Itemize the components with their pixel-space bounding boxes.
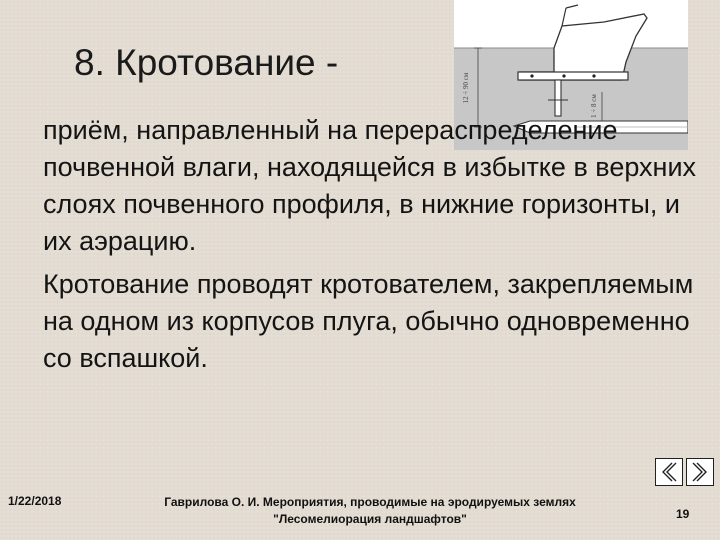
page-number: 19 <box>676 507 690 521</box>
footer-credit <box>125 494 615 528</box>
plow-share <box>518 72 628 80</box>
slide-body <box>43 112 703 383</box>
footer-credit-line2: "Лесомелиорация ландшафтов" <box>273 512 467 526</box>
nav-controls <box>655 458 714 486</box>
footer-credit-line1: Гаврилова О. И. Мероприятия, проводимые на эродируемых землях <box>164 495 576 509</box>
previous-arrow-icon <box>657 460 681 484</box>
prev-slide-button[interactable] <box>655 458 683 486</box>
footer-date: 1/22/2018 <box>8 494 62 508</box>
paragraph-definition: приём, направленный на перераспределение почвенной влаги, находящейся в избытке в верхних слоях почвенного профиля, в нижние горизонты, и их аэрацию. <box>43 115 697 256</box>
dimension-label-width: 1 ÷ 8 см <box>590 94 598 118</box>
dimension-label-depth: 12 ÷ 90 см <box>462 72 470 104</box>
next-arrow-icon <box>688 460 712 484</box>
next-slide-button[interactable] <box>686 458 714 486</box>
paragraph-method: Кротование проводят кротователем, закрепляемым на одном из корпусов плуга, обычно одновременно со вспашкой. <box>43 269 694 373</box>
mole-shank <box>555 80 561 116</box>
slide-title: 8. Кротование - <box>74 42 339 83</box>
